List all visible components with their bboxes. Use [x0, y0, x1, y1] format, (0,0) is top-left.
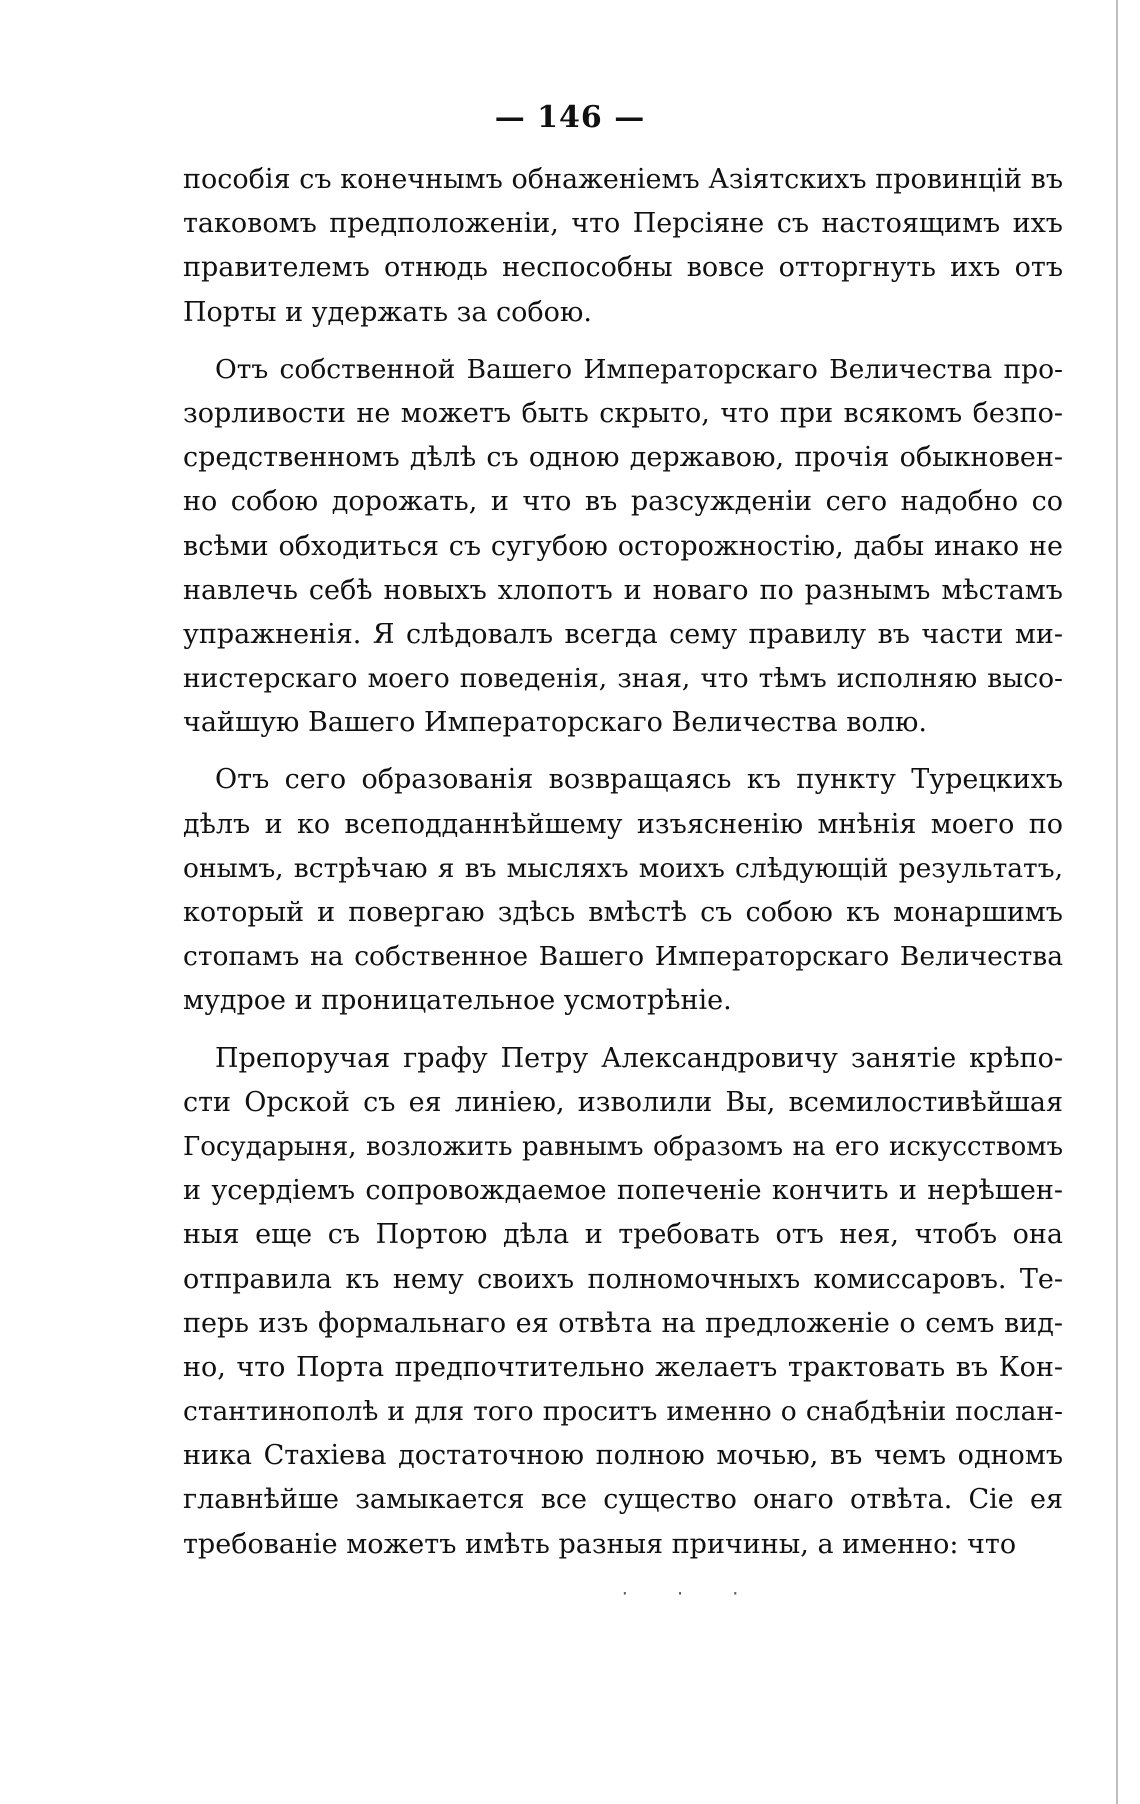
text-line: таковомъ предположеніи, что Персіяне съ настоящимъ ихъ — [183, 208, 1063, 240]
text-line: сти Орской съ ея линіею, изволили Вы, всемилостивѣйшая — [183, 1086, 1063, 1118]
paragraph-gap — [183, 745, 1063, 758]
page-number: — 146 — — [494, 100, 646, 135]
text-line: мудрое и проницательное усмотрѣніе. — [183, 985, 732, 1017]
text-line: главнѣйше замыкается все существо онаго отвѣта. Сіе ея — [183, 1484, 1063, 1516]
paragraph — [183, 758, 1063, 1023]
text-line: который и повергаю здѣсь вмѣстѣ съ собою къ монаршимъ — [183, 897, 1063, 928]
scan-artifact-marks: · · · — [620, 1584, 759, 1603]
text-line: навлечь себѣ новыхъ хлопотъ и новаго по разнымъ мѣстамъ — [183, 574, 1063, 606]
text-line: перь изъ формальнаго ея отвѣта на предложеніе о семъ вид- — [183, 1307, 1063, 1339]
page-edge-line — [1116, 0, 1118, 1804]
text-line: пособія съ конечнымъ обнаженіемъ Азіятскихъ провинцій въ — [183, 164, 1063, 195]
text-line: ныя еще съ Портою дѣла и требовать отъ нея, чтобъ она — [183, 1219, 1063, 1251]
text-line: Отъ собственной Вашего Императорскаго Величества про- — [215, 353, 1063, 385]
text-line: зорливости не можетъ быть скрыто, что при всякомъ безпо- — [183, 397, 1063, 429]
text-line: упражненія. Я слѣдовалъ всегда сему правилу въ части ми- — [183, 618, 1063, 650]
text-line: но собою дорожать, и что въ разсужденіи сего надобно со — [183, 486, 1063, 518]
text-line: нистерскаго моего поведенія, зная, что тѣмъ исполняю высо- — [183, 663, 1063, 695]
text-line: Отъ сего образованія возвращаясь къ пункту Турецкихъ — [215, 764, 1063, 796]
text-line: стопамъ на собственное Вашего Императорскаго Величества — [183, 941, 1063, 973]
text-line: всѣми обходиться съ сугубою осторожностію, дабы инако не — [183, 530, 1063, 562]
text-line: требованіе можетъ имѣть разныя причины, а именно: что — [183, 1528, 1017, 1560]
text-line: Порты и удержать за собою. — [183, 296, 592, 328]
text-line: правителемъ отнюдь неспособны вовсе отторгнуть ихъ отъ — [183, 252, 1063, 284]
text-line: отправила къ нему своихъ полномочныхъ комиссаровъ. Те- — [183, 1263, 1063, 1295]
paragraph — [183, 158, 1063, 335]
text-line: онымъ, встрѣчаю я въ мысляхъ моихъ слѣдующій результатъ, — [183, 852, 1063, 884]
text-line: чайшую Вашего Императорскаго Величества волю. — [183, 707, 927, 739]
text-line: и усердіемъ сопровождаемое попеченіе кончить и нерѣшен- — [183, 1175, 1063, 1207]
paragraph-gap — [183, 335, 1063, 348]
text-line: ника Стахіева достаточною полною мочью, въ чемъ одномъ — [183, 1440, 1063, 1472]
text-line: дѣлъ и ко всеподданнѣйшему изъясненію мнѣнія моего по — [183, 808, 1063, 840]
body-text — [183, 158, 1063, 1567]
paragraph — [183, 348, 1063, 746]
text-line: стантинополѣ и для того проситъ именно о снабдѣніи послан- — [183, 1396, 1063, 1428]
text-line: Государыня, возложить равнымъ образомъ на его искусствомъ — [183, 1131, 1063, 1162]
text-line: средственномъ дѣлѣ съ одною державою, прочія обыкновен- — [183, 442, 1063, 474]
paragraph-gap — [183, 1024, 1063, 1037]
text-line: Препоручая графу Петру Александровичу занятіе крѣпо- — [215, 1042, 1063, 1074]
paragraph — [183, 1037, 1063, 1567]
text-line: но, что Порта предпочтительно желаетъ трактовать въ Кон- — [183, 1351, 1063, 1383]
